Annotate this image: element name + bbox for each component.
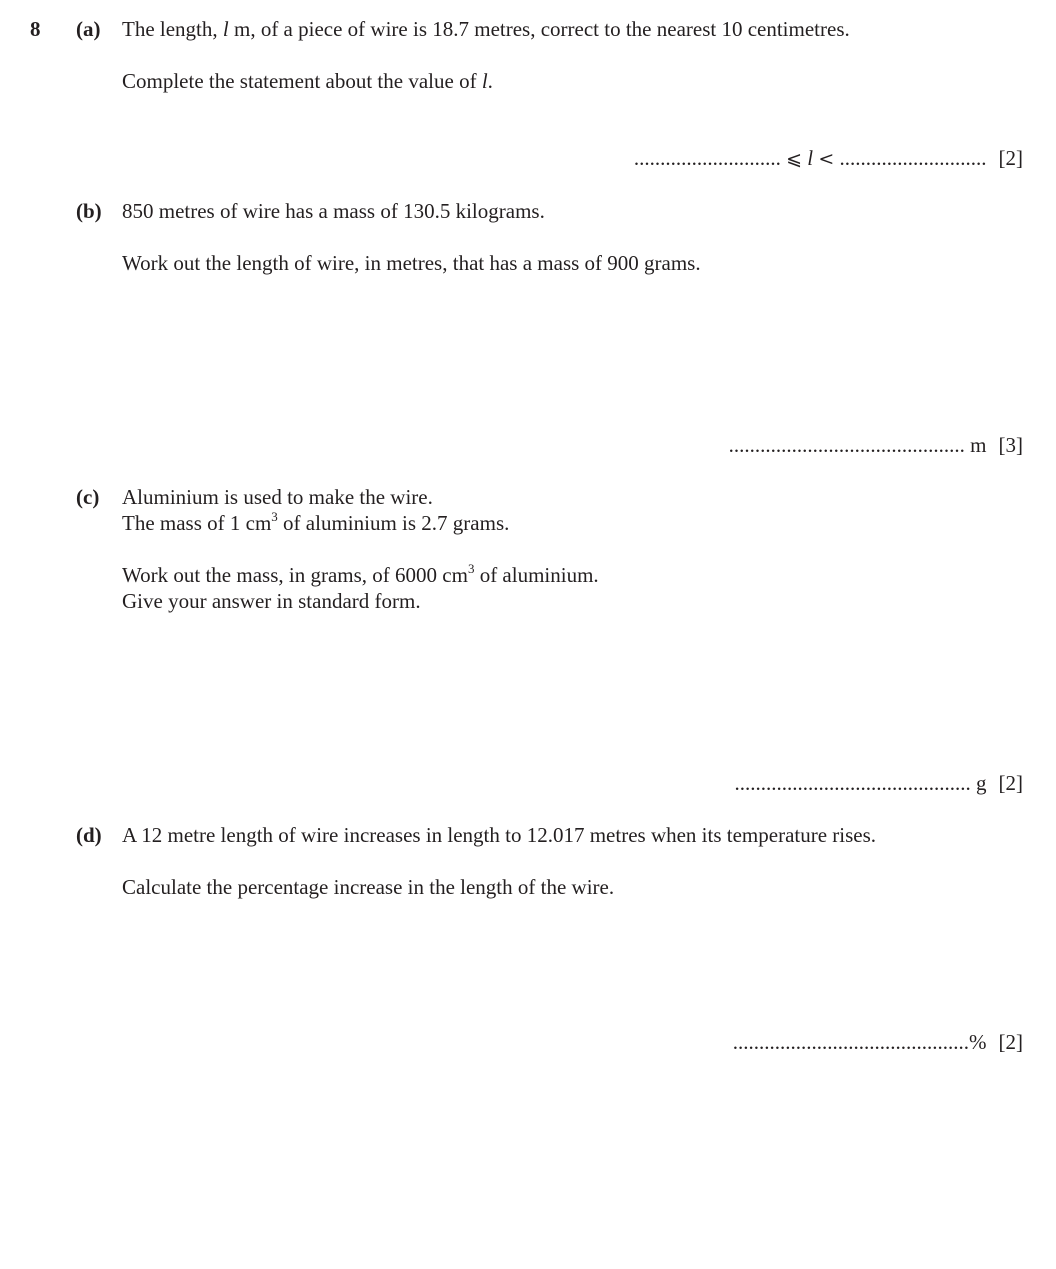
answer-blank[interactable]: .............................................: [732, 1030, 969, 1054]
answer-blank-lower[interactable]: ............................: [633, 146, 781, 170]
part-a-label: (a): [76, 17, 101, 41]
less-equal-symbol: ⩽: [786, 148, 802, 170]
part-a-answer-line[interactable]: [634, 148, 1023, 169]
variable-l: l: [807, 146, 814, 170]
part-c-answer-line[interactable]: [735, 773, 1024, 794]
part-b-label: (b): [76, 199, 102, 223]
part-d-instruction: Calculate the percentage increase in the length of the wire.: [122, 875, 615, 899]
part-c-instruction-2: Give your answer in standard form.: [122, 589, 421, 613]
part-d-text: A 12 metre length of wire increases in length to 12.017 metres when its temperature rises.: [122, 823, 877, 847]
answer-unit: %: [969, 1030, 987, 1054]
part-d-label: (d): [76, 823, 102, 847]
part-b-instruction: Work out the length of wire, in metres, that has a mass of 900 grams.: [122, 251, 701, 275]
part-a-text: The length, l m, of a piece of wire is 18.7 metres, correct to the nearest 10 centimetres.: [122, 17, 850, 41]
part-b-answer-line[interactable]: [729, 435, 1023, 456]
marks-label: [2]: [998, 771, 1023, 795]
answer-blank[interactable]: .............................................: [728, 433, 965, 457]
less-than-symbol: <: [818, 148, 835, 170]
answer-blank-upper[interactable]: ............................: [839, 146, 987, 170]
part-c-instruction: Work out the mass, in grams, of 6000 $cm^3$ of aluminium.: [122, 561, 599, 587]
question-number: 8: [30, 17, 41, 41]
part-c-text-2: The mass of 1 $cm^3$ of aluminium is 2.7 grams.: [122, 509, 510, 535]
answer-unit: g: [976, 771, 987, 795]
answer-unit: m: [970, 433, 987, 457]
part-c-text-1: Aluminium is used to make the wire.: [122, 485, 433, 509]
marks-label: [3]: [998, 433, 1023, 457]
marks-label: [2]: [998, 1030, 1023, 1054]
part-a-instruction: Complete the statement about the value of l.: [122, 69, 493, 93]
part-c-label: (c): [76, 485, 100, 509]
part-d-answer-line[interactable]: [733, 1032, 1023, 1053]
variable-l: l: [222, 17, 229, 41]
part-b-text: 850 metres of wire has a mass of 130.5 kilograms.: [122, 199, 545, 223]
answer-blank[interactable]: .............................................: [734, 771, 971, 795]
marks-label: [2]: [998, 146, 1023, 170]
